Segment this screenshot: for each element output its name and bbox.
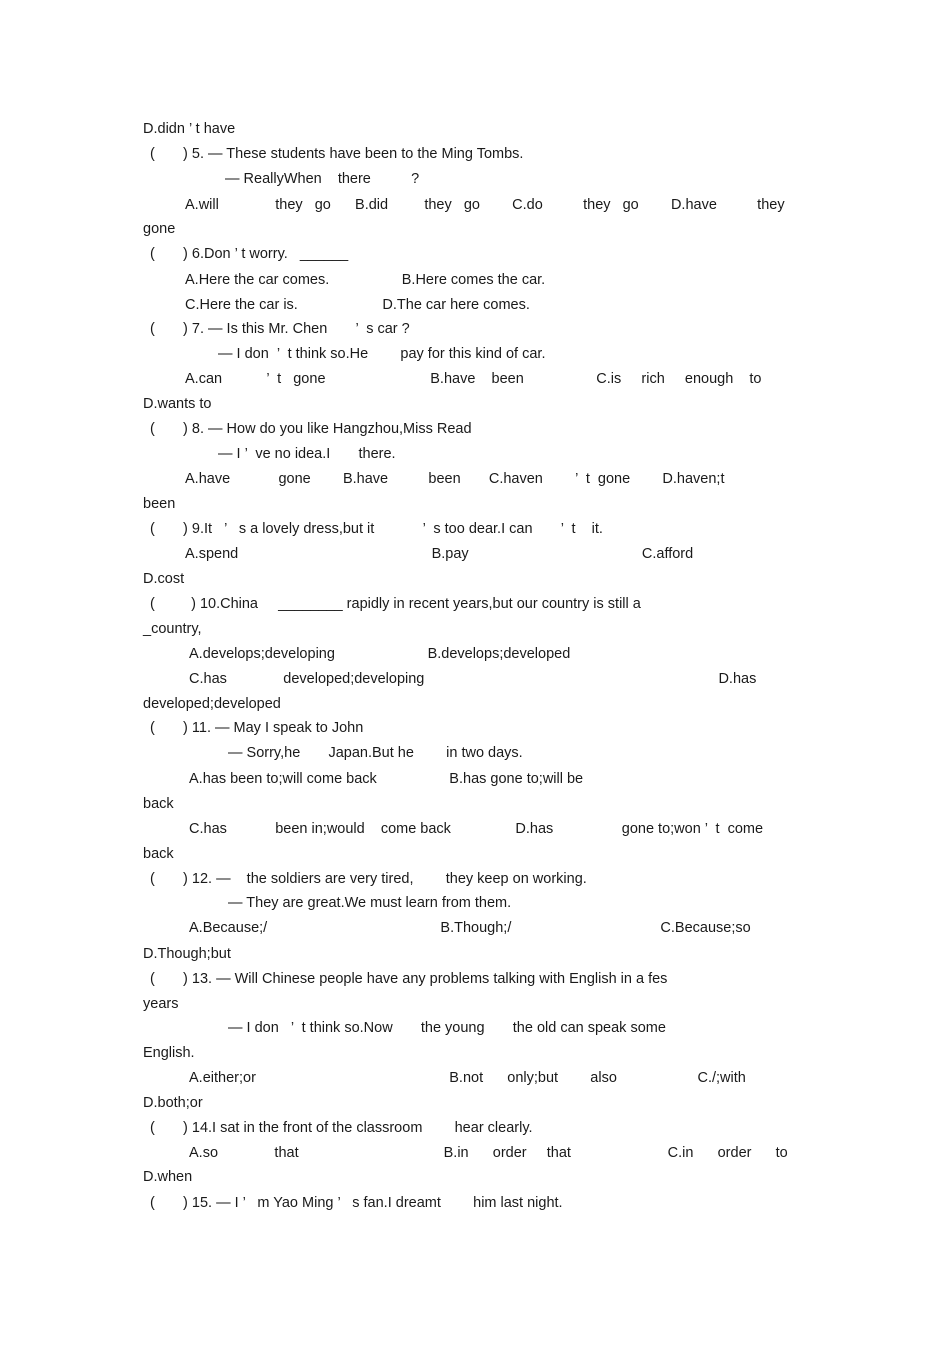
text-line: A.develops;developing B.develops;developed [189, 646, 571, 662]
text-line: ( ) 5. — These students have been to the Ming Tombs. [150, 146, 524, 162]
text-line: A.Because;/ B.Though;/ C.Because;so [189, 920, 751, 936]
text-line: years [143, 996, 179, 1012]
text-line: C.has been in;would come back D.has gone to;won ’ t come [189, 821, 764, 837]
text-line: C.has developed;developing D.has [189, 671, 757, 687]
text-line: been [143, 496, 176, 512]
text-line: D.both;or [143, 1095, 203, 1111]
text-line: C.Here the car is. D.The car here comes. [185, 297, 530, 313]
text-line: developed;developed [143, 696, 281, 712]
text-line: A.spend B.pay C.afford [185, 546, 694, 562]
text-line: A.will they go B.did they go C.do they go D.have they [185, 197, 785, 213]
text-line: back [143, 796, 174, 812]
text-line: A.have gone B.have been C.haven ’ t gone D.haven;t [185, 471, 725, 487]
text-line: _country, [143, 621, 202, 637]
text-line: D.Though;but [143, 946, 231, 962]
text-line: ( ) 6.Don ’ t worry. ______ [150, 246, 349, 262]
text-line: — They are great.We must learn from them. [228, 895, 512, 911]
text-line: gone [143, 221, 176, 237]
text-line: ( ) 8. — How do you like Hangzhou,Miss Read [150, 421, 472, 437]
text-line: A.has been to;will come back B.has gone to;will be [189, 771, 584, 787]
text-line: D.when [143, 1169, 193, 1185]
text-line: ( ) 9.It ’ s a lovely dress,but it ’ s too dear.I can ’ t it. [150, 521, 603, 537]
text-line: ( ) 10.China ________ rapidly in recent years,but our country is still a [150, 596, 641, 612]
text-line: A.so that B.in order that C.in order to [189, 1145, 788, 1161]
text-line: D.didn ’ t have [143, 121, 236, 137]
text-line: back [143, 846, 174, 862]
text-line: — I don ’ t think so.Now the young the old can speak some [228, 1020, 666, 1036]
text-line: ( ) 14.I sat in the front of the classroom hear clearly. [150, 1120, 533, 1136]
text-line: D.wants to [143, 396, 212, 412]
text-line: — I don ’ t think so.He pay for this kind of car. [218, 346, 546, 362]
text-line: English. [143, 1045, 195, 1061]
text-line: ( ) 7. — Is this Mr. Chen ’ s car ? [150, 321, 410, 337]
text-line: ( ) 11. — May I speak to John [150, 720, 364, 736]
text-line: — ReallyWhen there ? [225, 171, 420, 187]
text-line: A.Here the car comes. B.Here comes the car. [185, 272, 546, 288]
text-line: D.cost [143, 571, 185, 587]
text-line: — Sorry,he Japan.But he in two days. [228, 745, 523, 761]
text-line: — I ’ ve no idea.I there. [218, 446, 396, 462]
text-line: A.can ’ t gone B.have been C.is rich enough to [185, 371, 762, 387]
text-line: ( ) 15. — I ’ m Yao Ming ’ s fan.I dreamt him last night. [150, 1195, 563, 1211]
text-line: A.either;or B.not only;but also C./;with [189, 1070, 746, 1086]
text-line: ( ) 13. — Will Chinese people have any problems talking with English in a fes [150, 971, 668, 987]
text-line: ( ) 12. — the soldiers are very tired, they keep on working. [150, 871, 587, 887]
